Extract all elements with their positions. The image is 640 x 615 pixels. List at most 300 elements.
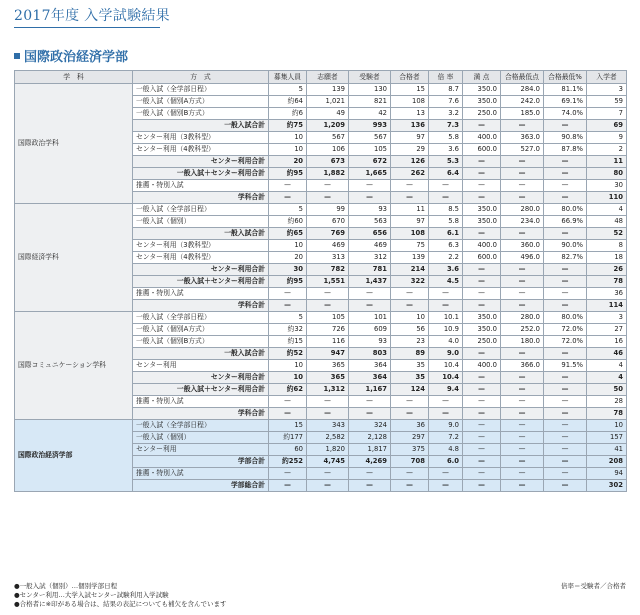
value-cell: — (463, 432, 501, 444)
value-cell: — (501, 192, 544, 204)
column-header: 合格者 (391, 71, 429, 84)
column-header: 合格最低点 (501, 71, 544, 84)
value-cell: 7.2 (429, 432, 463, 444)
value-cell: 10 (391, 312, 429, 324)
value-cell: 1,665 (349, 168, 391, 180)
department-name: 国際コミュニケーション学科 (15, 312, 133, 420)
value-cell: — (269, 300, 307, 312)
value-cell: 99 (307, 204, 349, 216)
value-cell: — (307, 300, 349, 312)
value-cell: 10 (269, 132, 307, 144)
value-cell: 312 (349, 252, 391, 264)
value-cell: 324 (349, 420, 391, 432)
value-cell: — (501, 468, 544, 480)
value-cell: — (349, 408, 391, 420)
value-cell: 363.0 (501, 132, 544, 144)
value-cell: 364 (349, 360, 391, 372)
value-cell: 9.0 (429, 348, 463, 360)
value-cell: — (544, 120, 587, 132)
value-cell: — (269, 288, 307, 300)
value-cell: 126 (391, 156, 429, 168)
method-cell: センター利用（3教科型） (133, 240, 269, 252)
value-cell: — (501, 480, 544, 492)
value-cell: 1,167 (349, 384, 391, 396)
value-cell: 94 (587, 468, 627, 480)
value-cell: 1,021 (307, 96, 349, 108)
value-cell: 4,269 (349, 456, 391, 468)
value-cell: 3 (587, 84, 627, 96)
value-cell: 78 (587, 408, 627, 420)
value-cell: 563 (349, 216, 391, 228)
value-cell: 15 (269, 420, 307, 432)
method-cell: 推薦・特別入試 (133, 288, 269, 300)
value-cell: — (463, 180, 501, 192)
value-cell: 496.0 (501, 252, 544, 264)
value-cell: 約64 (269, 96, 307, 108)
method-cell: 推薦・特別入試 (133, 396, 269, 408)
value-cell: 672 (349, 156, 391, 168)
value-cell: 343 (307, 420, 349, 432)
value-cell: — (544, 432, 587, 444)
table-row (15, 420, 627, 432)
value-cell: 136 (391, 120, 429, 132)
value-cell: — (429, 180, 463, 192)
value-cell: 350.0 (463, 84, 501, 96)
value-cell: 4,745 (307, 456, 349, 468)
value-cell: 35 (391, 360, 429, 372)
method-cell: 一般入試（個別B方式） (133, 108, 269, 120)
column-header: 合格最低% (544, 71, 587, 84)
method-cell: センター利用合計 (133, 156, 269, 168)
value-cell: 28 (587, 396, 627, 408)
value-cell: 157 (587, 432, 627, 444)
value-cell: 59 (587, 96, 627, 108)
value-cell: — (463, 300, 501, 312)
value-cell: — (544, 156, 587, 168)
value-cell: 約62 (269, 384, 307, 396)
value-cell: 78 (587, 276, 627, 288)
value-cell: — (501, 384, 544, 396)
value-cell: 97 (391, 132, 429, 144)
results-table (14, 70, 627, 492)
value-cell: — (544, 372, 587, 384)
value-cell: 2 (587, 144, 627, 156)
method-cell: センター利用合計 (133, 372, 269, 384)
value-cell: 242.0 (501, 96, 544, 108)
value-cell: 66.9% (544, 216, 587, 228)
method-cell: 一般入試（全学部日程） (133, 204, 269, 216)
value-cell: 130 (349, 84, 391, 96)
method-cell: 学科合計 (133, 300, 269, 312)
value-cell: 10 (587, 420, 627, 432)
value-cell: 約15 (269, 336, 307, 348)
value-cell: 527.0 (501, 144, 544, 156)
column-header: 方 式 (133, 71, 269, 84)
column-header: 入学者 (587, 71, 627, 84)
method-cell: 推薦・特別入試 (133, 180, 269, 192)
value-cell: 93 (349, 336, 391, 348)
value-cell: 670 (307, 216, 349, 228)
value-cell: 35 (391, 372, 429, 384)
method-cell: 学部総合計 (133, 480, 269, 492)
value-cell: — (463, 444, 501, 456)
value-cell: 5.3 (429, 156, 463, 168)
value-cell: — (501, 156, 544, 168)
value-cell: 89 (391, 348, 429, 360)
value-cell: 8 (587, 240, 627, 252)
notes (14, 582, 626, 609)
value-cell: 42 (349, 108, 391, 120)
method-cell: 一般入試（全学部日程） (133, 84, 269, 96)
value-cell: — (269, 180, 307, 192)
value-cell: — (501, 348, 544, 360)
value-cell: 116 (307, 336, 349, 348)
value-cell: 13 (391, 108, 429, 120)
value-cell: 4.5 (429, 276, 463, 288)
value-cell: 30 (269, 264, 307, 276)
value-cell: — (429, 408, 463, 420)
value-cell: 約60 (269, 216, 307, 228)
value-cell: — (544, 192, 587, 204)
value-cell: 9.4 (429, 384, 463, 396)
value-cell: 72.0% (544, 324, 587, 336)
value-cell: 1,312 (307, 384, 349, 396)
value-cell: — (463, 288, 501, 300)
value-cell: 3.2 (429, 108, 463, 120)
value-cell: 5.8 (429, 216, 463, 228)
value-cell: 400.0 (463, 132, 501, 144)
column-header: 志願者 (307, 71, 349, 84)
value-cell: — (501, 180, 544, 192)
method-cell: 一般入試（全学部日程） (133, 312, 269, 324)
value-cell: 1,817 (349, 444, 391, 456)
value-cell: — (463, 276, 501, 288)
value-cell: 600.0 (463, 144, 501, 156)
value-cell: 708 (391, 456, 429, 468)
value-cell: 280.0 (501, 204, 544, 216)
value-cell: — (391, 480, 429, 492)
value-cell: 252.0 (501, 324, 544, 336)
value-cell: 769 (307, 228, 349, 240)
value-cell: 93 (349, 204, 391, 216)
value-cell: — (307, 288, 349, 300)
value-cell: 114 (587, 300, 627, 312)
column-header: 学 科 (15, 71, 133, 84)
value-cell: — (544, 420, 587, 432)
value-cell: 11 (391, 204, 429, 216)
table-row (15, 84, 627, 96)
value-cell: — (544, 300, 587, 312)
value-cell: — (391, 468, 429, 480)
value-cell: 10.1 (429, 312, 463, 324)
value-cell: 108 (391, 228, 429, 240)
value-cell: 360.0 (501, 240, 544, 252)
value-cell: — (501, 444, 544, 456)
value-cell: 97 (391, 216, 429, 228)
value-cell: 781 (349, 264, 391, 276)
value-cell: 4.8 (429, 444, 463, 456)
value-cell: 6.3 (429, 240, 463, 252)
value-cell: 約6 (269, 108, 307, 120)
value-cell: 74.0% (544, 108, 587, 120)
method-cell: センター利用合計 (133, 264, 269, 276)
value-cell: 10 (269, 372, 307, 384)
value-cell: 803 (349, 348, 391, 360)
value-cell: 1,820 (307, 444, 349, 456)
value-cell: 322 (391, 276, 429, 288)
value-cell: 7 (587, 108, 627, 120)
value-cell: 297 (391, 432, 429, 444)
value-cell: 782 (307, 264, 349, 276)
value-cell: 90.0% (544, 240, 587, 252)
method-cell: センター利用 (133, 360, 269, 372)
value-cell: 8.7 (429, 84, 463, 96)
method-cell: 学科合計 (133, 408, 269, 420)
value-cell: 20 (269, 156, 307, 168)
value-cell: 80 (587, 168, 627, 180)
value-cell: — (391, 180, 429, 192)
value-cell: 46 (587, 348, 627, 360)
value-cell: — (429, 288, 463, 300)
table-row (15, 204, 627, 216)
square-bullet-icon (14, 53, 20, 59)
value-cell: — (349, 300, 391, 312)
value-cell: — (391, 396, 429, 408)
value-cell: 364 (349, 372, 391, 384)
value-cell: 50 (587, 384, 627, 396)
value-cell: — (501, 372, 544, 384)
value-cell: 139 (391, 252, 429, 264)
value-cell: 108 (391, 96, 429, 108)
value-cell: 313 (307, 252, 349, 264)
value-cell: — (307, 192, 349, 204)
value-cell: 約177 (269, 432, 307, 444)
value-cell: 56 (391, 324, 429, 336)
value-cell: 約95 (269, 168, 307, 180)
value-cell: 350.0 (463, 324, 501, 336)
value-cell: — (463, 468, 501, 480)
value-cell: 567 (349, 132, 391, 144)
column-header: 募集人員 (269, 71, 307, 84)
value-cell: 36 (587, 288, 627, 300)
value-cell: — (463, 264, 501, 276)
value-cell: 49 (307, 108, 349, 120)
value-cell: 609 (349, 324, 391, 336)
value-cell: — (501, 300, 544, 312)
value-cell: 234.0 (501, 216, 544, 228)
value-cell: 350.0 (463, 216, 501, 228)
value-cell: — (391, 300, 429, 312)
value-cell: 5 (269, 84, 307, 96)
note-line: ●合格者に※印がある場合は、結果の表記についても補欠を含んでいます (14, 600, 227, 608)
value-cell: 124 (391, 384, 429, 396)
table-header-row (15, 71, 627, 84)
value-cell: 36 (391, 420, 429, 432)
value-cell: 1,437 (349, 276, 391, 288)
value-cell: — (349, 192, 391, 204)
value-cell: 4 (587, 360, 627, 372)
value-cell: 139 (307, 84, 349, 96)
value-cell: 91.5% (544, 360, 587, 372)
value-cell: — (391, 288, 429, 300)
value-cell: — (501, 396, 544, 408)
value-cell: — (429, 480, 463, 492)
value-cell: — (429, 396, 463, 408)
value-cell: — (463, 420, 501, 432)
method-cell: センター利用（4教科型） (133, 252, 269, 264)
method-cell: 一般入試（個別A方式） (133, 324, 269, 336)
method-cell: 一般入試合計 (133, 228, 269, 240)
value-cell: 180.0 (501, 336, 544, 348)
value-cell: — (463, 384, 501, 396)
value-cell: — (463, 228, 501, 240)
value-cell: — (307, 480, 349, 492)
value-cell: 23 (391, 336, 429, 348)
value-cell: 4 (587, 204, 627, 216)
value-cell: 250.0 (463, 108, 501, 120)
note-line: ●センター利用…大学入試センター試験利用入学試験 (14, 591, 169, 599)
value-cell: — (391, 192, 429, 204)
department-name: 国際政治経済学部 (15, 420, 133, 492)
value-cell: — (307, 396, 349, 408)
value-cell: — (349, 288, 391, 300)
value-cell: — (501, 276, 544, 288)
value-cell: 82.7% (544, 252, 587, 264)
department-name: 国際経済学科 (15, 204, 133, 312)
value-cell: 5 (269, 204, 307, 216)
value-cell: 10.4 (429, 372, 463, 384)
value-cell: 105 (349, 144, 391, 156)
method-cell: センター利用（4教科型） (133, 144, 269, 156)
value-cell: 10 (269, 360, 307, 372)
value-cell: 567 (307, 132, 349, 144)
value-cell: 41 (587, 444, 627, 456)
value-cell: 656 (349, 228, 391, 240)
method-cell: 一般入試＋センター利用合計 (133, 168, 269, 180)
value-cell: — (501, 432, 544, 444)
value-cell: — (269, 192, 307, 204)
value-cell: 284.0 (501, 84, 544, 96)
value-cell: — (429, 468, 463, 480)
value-cell: 110 (587, 192, 627, 204)
value-cell: — (349, 180, 391, 192)
value-cell: — (269, 480, 307, 492)
value-cell: — (544, 384, 587, 396)
section-title (14, 46, 128, 65)
value-cell: — (544, 288, 587, 300)
value-cell: — (544, 276, 587, 288)
value-cell: 72.0% (544, 336, 587, 348)
value-cell: 1,209 (307, 120, 349, 132)
value-cell: 26 (587, 264, 627, 276)
value-cell: 8.5 (429, 204, 463, 216)
value-cell: — (544, 456, 587, 468)
method-cell: 一般入試（個別） (133, 216, 269, 228)
value-cell: 80.0% (544, 204, 587, 216)
value-cell: 10.9 (429, 324, 463, 336)
value-cell: 350.0 (463, 312, 501, 324)
value-cell: 673 (307, 156, 349, 168)
value-cell: 4.0 (429, 336, 463, 348)
value-cell: — (349, 468, 391, 480)
method-cell: 一般入試＋センター利用合計 (133, 276, 269, 288)
column-header: 満 点 (463, 71, 501, 84)
value-cell: 80.0% (544, 312, 587, 324)
value-cell: 30 (587, 180, 627, 192)
value-cell: — (544, 180, 587, 192)
value-cell: 7.6 (429, 96, 463, 108)
value-cell: 16 (587, 336, 627, 348)
value-cell: 821 (349, 96, 391, 108)
method-cell: 一般入試（個別B方式） (133, 336, 269, 348)
value-cell: 87.8% (544, 144, 587, 156)
method-cell: 学部合計 (133, 456, 269, 468)
value-cell: — (349, 480, 391, 492)
value-cell: — (269, 408, 307, 420)
ratio-note: 倍率＝受験者／合格者 (561, 582, 626, 590)
value-cell: 469 (349, 240, 391, 252)
value-cell: 69 (587, 120, 627, 132)
value-cell: 10.4 (429, 360, 463, 372)
value-cell: 400.0 (463, 240, 501, 252)
note-line: ●一般入試（個別）…個別学部日程 (14, 582, 118, 590)
value-cell: — (501, 408, 544, 420)
value-cell: 1,882 (307, 168, 349, 180)
method-cell: 一般入試（個別A方式） (133, 96, 269, 108)
value-cell: — (501, 168, 544, 180)
method-cell: 推薦・特別入試 (133, 468, 269, 480)
value-cell: 10 (269, 144, 307, 156)
value-cell: — (463, 156, 501, 168)
value-cell: — (544, 396, 587, 408)
value-cell: 81.1% (544, 84, 587, 96)
value-cell: 20 (269, 252, 307, 264)
value-cell: — (307, 180, 349, 192)
value-cell: 250.0 (463, 336, 501, 348)
value-cell: 302 (587, 480, 627, 492)
value-cell: 600.0 (463, 252, 501, 264)
value-cell: 208 (587, 456, 627, 468)
value-cell: 6.4 (429, 168, 463, 180)
value-cell: — (544, 408, 587, 420)
value-cell: — (463, 372, 501, 384)
method-cell: 学科合計 (133, 192, 269, 204)
value-cell: — (501, 288, 544, 300)
value-cell: 101 (349, 312, 391, 324)
value-cell: 2,582 (307, 432, 349, 444)
value-cell: — (429, 192, 463, 204)
value-cell: 2,128 (349, 432, 391, 444)
value-cell: 366.0 (501, 360, 544, 372)
method-cell: 一般入試合計 (133, 348, 269, 360)
value-cell: — (269, 468, 307, 480)
value-cell: — (544, 480, 587, 492)
value-cell: — (501, 228, 544, 240)
value-cell: — (463, 168, 501, 180)
value-cell: 3.6 (429, 264, 463, 276)
value-cell: — (463, 396, 501, 408)
value-cell: 375 (391, 444, 429, 456)
value-cell: 4 (587, 372, 627, 384)
value-cell: 90.8% (544, 132, 587, 144)
value-cell: — (463, 348, 501, 360)
value-cell: — (391, 408, 429, 420)
value-cell: 9.0 (429, 420, 463, 432)
value-cell: 365 (307, 360, 349, 372)
value-cell: 75 (391, 240, 429, 252)
value-cell: — (463, 192, 501, 204)
value-cell: — (544, 444, 587, 456)
